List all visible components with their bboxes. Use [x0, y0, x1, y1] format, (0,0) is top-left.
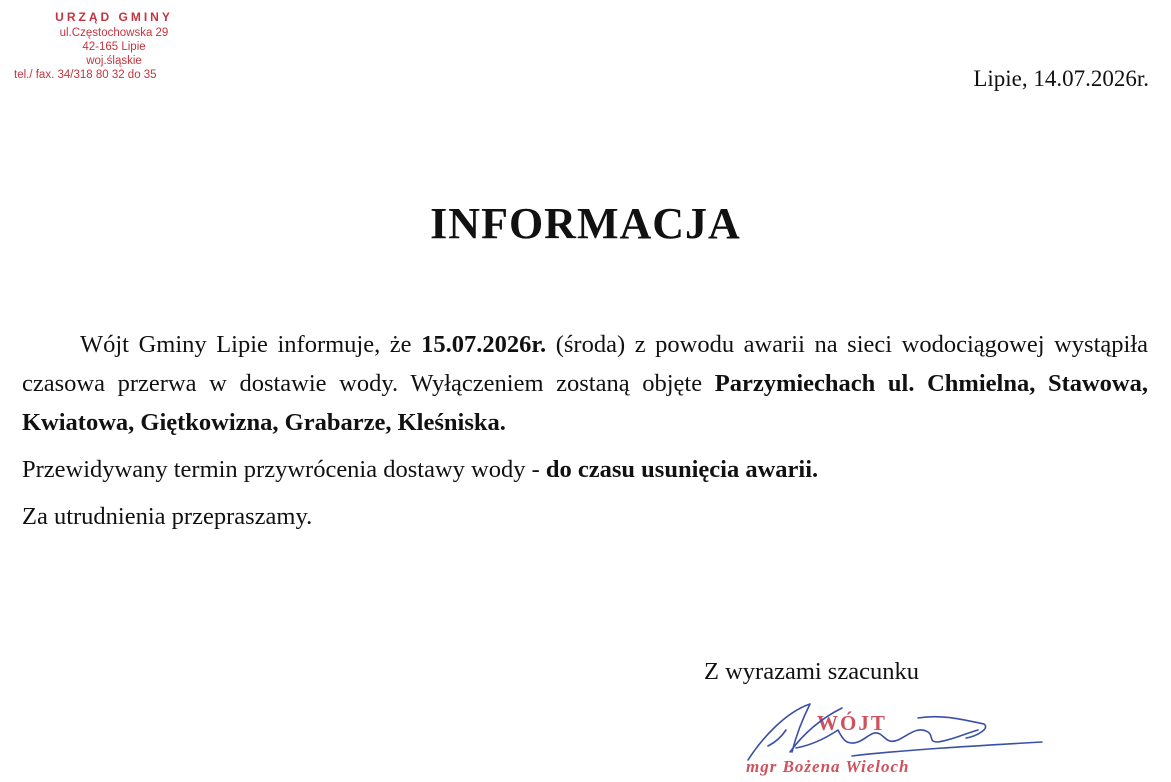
stamp-region: woj.śląskie [86, 55, 142, 67]
announcement-paragraph [22, 325, 1148, 442]
announcement-text-2: (środa) z powodu awarii na sieci wodociągowej wystąpiła czasowa przerwa w dostawie wody. Wyłączeniem zostaną objęte [22, 331, 1148, 397]
stamp-org-name: URZĄD GMINY [55, 10, 173, 24]
closing-phrase: Z wyrazami szacunku [704, 658, 919, 685]
affected-locations: Parzymiechach ul. Chmielna, Stawowa, Kwiatowa, Giętkowizna, Grabarze, Kleśniska. [22, 370, 1148, 436]
stamp-phone: tel./ fax. 34/318 80 32 do 35 [14, 69, 157, 81]
signature-stamp [742, 690, 1052, 782]
office-stamp [14, 10, 214, 82]
restoration-paragraph [22, 450, 1148, 489]
apology-paragraph: Za utrudnienia przepraszamy. [22, 503, 313, 530]
document-title: INFORMACJA [430, 199, 741, 248]
document-body [22, 325, 1148, 536]
restoration-text: Przewidywany termin przywrócenia dostawy wody - [22, 456, 546, 483]
restoration-term: do czasu usunięcia awarii. [545, 456, 819, 483]
stamp-street: ul.Częstochowska 29 [59, 27, 169, 39]
document-date: Lipie, 14.07.2026r. [973, 66, 1149, 91]
signature-name: mgr Bożena Wieloch [746, 757, 910, 776]
stamp-postal: 42-165 Lipie [82, 41, 146, 53]
outage-date: 15.07.2026r. [421, 331, 547, 358]
announcement-text-1: Wójt Gminy Lipie informuje, że [80, 331, 422, 358]
signature-role: WÓJT [817, 711, 887, 735]
handwritten-signature [748, 704, 1042, 760]
